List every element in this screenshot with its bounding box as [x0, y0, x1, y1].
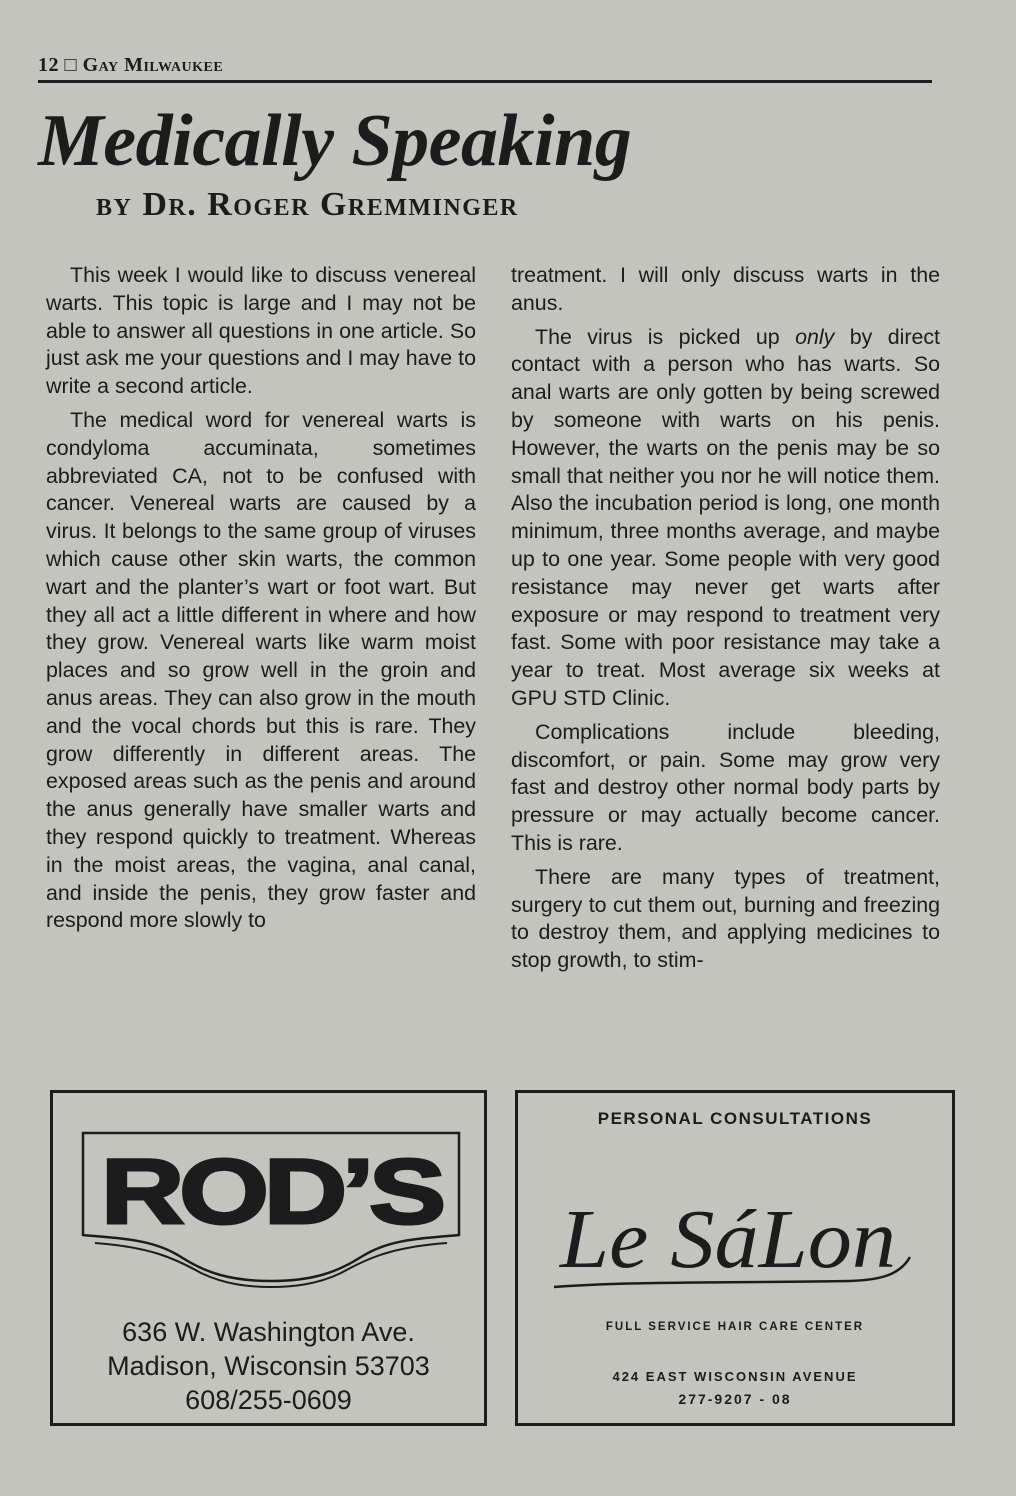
- salon-phone: 277-9207 - 08: [678, 1391, 792, 1407]
- paragraph: The medical word for venereal warts is condyloma accuminata, sometimes abbreviated CA, not to be confused with cancer. Venereal warts are caused by a virus. It belongs to the same group of viruses which cause other skin warts, the common wart and the planter’s wart or foot wart. But they all act a little different in where and how they grow. Venereal warts like warm moist places and so grow well in the groin and anus areas. They can also grow in the mouth and the vocal chords but this is rare. They grow differently in different areas. The exposed areas such as the penis and around the anus generally have smaller warts and they respond quickly to treatment. Whereas in the moist areas, the vagina, anal canal, and inside the penis, they grow faster and respond more slowly to: [46, 407, 476, 933]
- paragraph: There are many types of treatment, surgery to cut them out, burning and freezing to destroy them, and applying medicines to stop growth, to stim-: [511, 864, 940, 973]
- paragraph: This week I would like to discuss venereal warts. This topic is large and I may not be able to answer all questions in one article. So just ask me your questions and I may have to write a second article.: [46, 263, 476, 399]
- paragraph-text: The virus is picked up: [535, 324, 796, 349]
- rods-logo: [81, 1131, 461, 1289]
- paragraph-continued: treatment. I will only discuss warts in the anus.: [511, 263, 940, 315]
- rods-logo-text: ROD’S: [101, 1141, 442, 1243]
- salon-tagline: FULL SERVICE HAIR CARE CENTER: [605, 1321, 865, 1333]
- page-folio: 12 □ Gay Milwaukee: [38, 54, 224, 76]
- article-column-1: [46, 262, 476, 941]
- le-salon-logo-text: Le SáLon: [558, 1193, 896, 1286]
- header-rule: [38, 80, 932, 83]
- paragraph-text: by direct contact with a person who has warts. So anal warts are only gotten by being screwed by someone with warts on his penis. However, the warts on the penis may be so small that neither you nor he will notice them. Also the incubation period is long, one month minimum, three months average, and maybe up to one year. Some people with very good resistance may never get warts after exposure or may respond to treatment very fast. Some with poor resistance may take a year to treat. Most average six weeks at GPU STD Clinic.: [511, 324, 940, 710]
- article-column-2: [511, 262, 940, 981]
- le-salon-advertisement: [515, 1090, 955, 1426]
- salon-heading: PERSONAL CONSULTATIONS: [597, 1109, 873, 1128]
- paragraph: [511, 324, 940, 713]
- emphasis-text: only: [795, 324, 835, 349]
- paragraph: Complications include bleeding, discomfort, or pain. Some may grow very fast and destroy other normal body parts by pressure or may actually become cancer. This is rare.: [511, 719, 940, 855]
- rods-phone: 608/255-0609: [185, 1385, 352, 1415]
- le-salon-logo: [550, 1157, 926, 1317]
- rods-city: Madison, Wisconsin 53703: [107, 1351, 430, 1381]
- article-title: Medically Speaking: [38, 100, 632, 182]
- salon-address: 424 EAST WISCONSIN AVENUE: [612, 1369, 858, 1384]
- rods-advertisement: [50, 1090, 487, 1426]
- article-byline: by Dr. Roger Gremminger: [96, 186, 519, 223]
- rods-address: 636 W. Washington Ave.: [122, 1317, 415, 1347]
